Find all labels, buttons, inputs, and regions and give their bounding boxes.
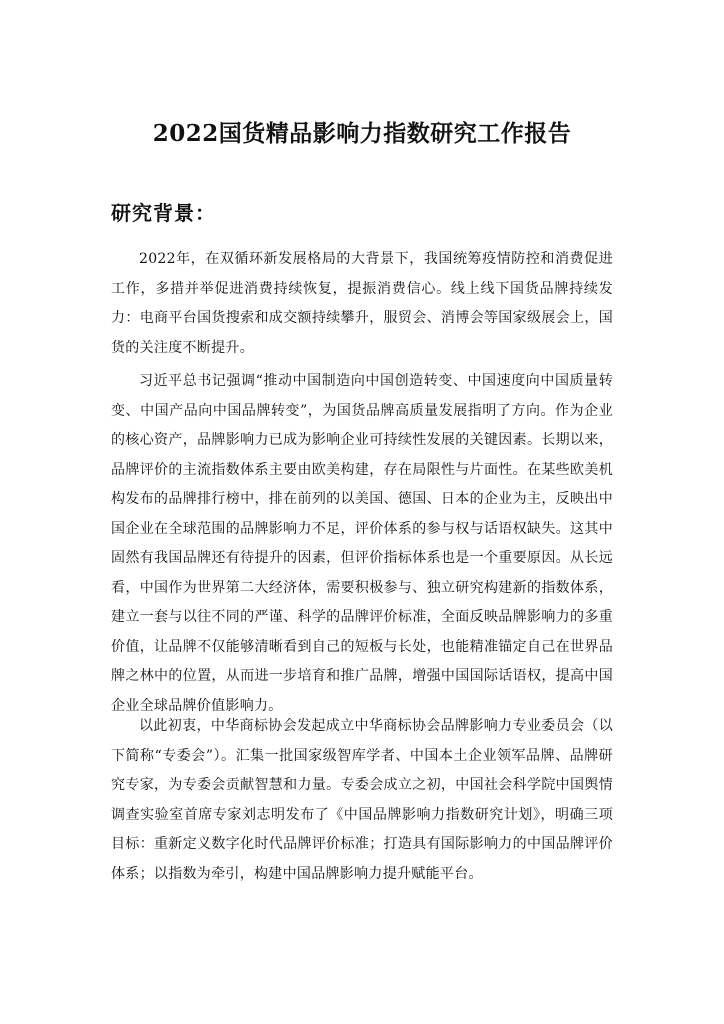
paragraph-1: 2022年，在双循环新发展格局的大背景下，我国统筹疫情防控和消费促进工作，多措并举促进消费持续恢复，提振消费信心。线上线下国货品牌持续发力：电商平台国货搜索和成交额持续攀升，服贸会、消博会等国家级展会上，国货的关注度不断提升。 bbox=[111, 251, 613, 356]
paragraph-2: 习近平总书记强调“推动中国制造向中国创造转变、中国速度向中国质量转变、中国产品向中国品牌转变”，为国货品牌高质量发展指明了方向。作为企业的核心资产，品牌影响力已成为影响企业可持续性发展的关键因素。长期以来，品牌评价的主流指数体系主要由欧美构建，存在局限性与片面性。在某些欧美机构发布的品牌排行榜中，排在前列的以美国、德国、日本的企业为主，反映出中国企业在全球范围的品牌影响力不足，评价体系的参与权与话语权缺失。这其中固然有我国品牌还有待提升的因素，但评价指标体系也是一个重要原因。从长远看，中国作为世界第二大经济体，需要积极参与、独立研究构建新的指数体系，建立一套与以往不同的严谨、科学的品牌评价标准，全面反映品牌影响力的多重价值，让品牌不仅能够清晰看到自己的短板与长处，也能精准锚定自己在世界品牌之林中的位置，从而进一步培育和推广品牌，增强中国国际话语权，提高中国企业全球品牌价值影响力。 bbox=[111, 373, 613, 714]
paragraph-3: 以此初衷，中华商标协会发起成立中华商标协会品牌影响力专业委员会（以下简称“专委会”）。汇集一批国家级智库学者、中国本土企业领军品牌、品牌研究专家，为专委会贡献智慧和力量。专委会成立之初，中国社会科学院中国舆情调查实验室首席专家刘志明发布了《中国品牌影响力指数研究计划》，明确三项目标：重新定义数字化时代品牌评价标准；打造具有国际影响力的中国品牌评价体系；以指数为牵引，构建中国品牌影响力提升赋能平台。 bbox=[111, 718, 613, 882]
document-title: 2022国货精品影响力指数研究工作报告 bbox=[152, 120, 572, 147]
section-heading-research-background: 研究背景： bbox=[111, 201, 216, 225]
